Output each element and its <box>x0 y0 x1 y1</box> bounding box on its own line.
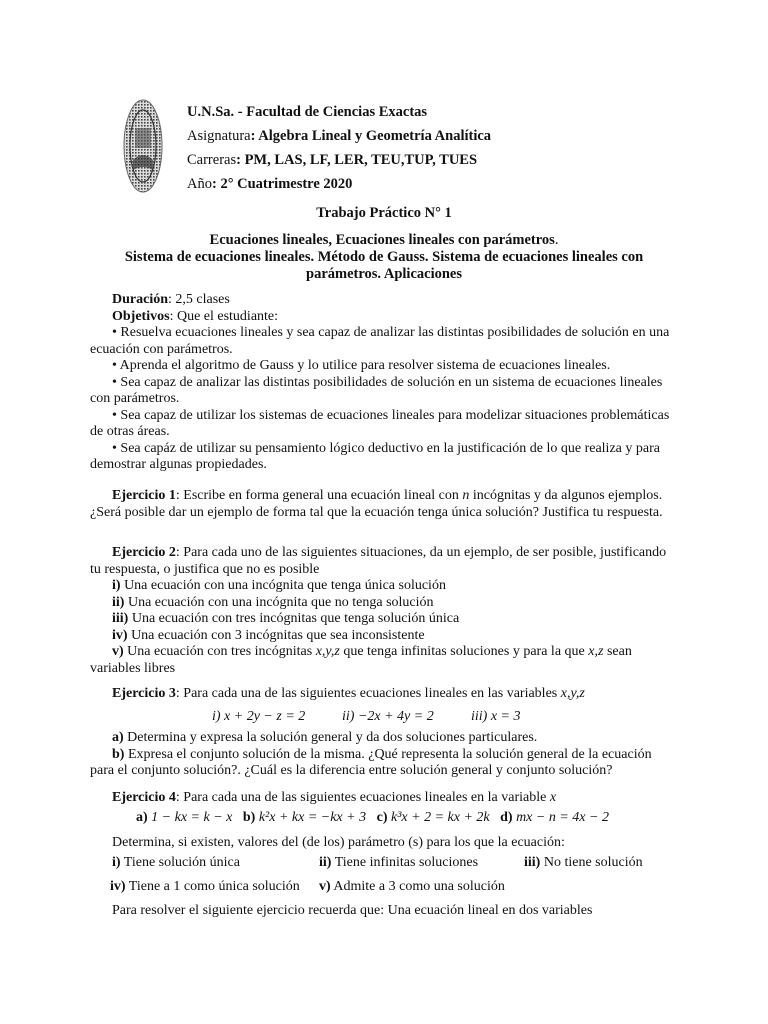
university-seal-logo <box>123 98 163 194</box>
exercise-2-item: iv) Una ecuación con 3 incógnitas que sea inconsistente <box>112 627 425 643</box>
duration-line: Duración: 2,5 clases <box>112 292 230 307</box>
objective-bullet: • Aprenda el algoritmo de Gauss y lo utilice para resolver sistema de ecuaciones lineales. <box>112 358 611 373</box>
header-line-careers: Carreras: PM, LAS, LF, LER, TEU,TUP, TUES <box>187 152 478 168</box>
exercise-4: Ejercicio 4: Para cada una de las siguientes ecuaciones lineales en la variable x <box>112 790 557 805</box>
exercise-4-option-i: i) Tiene solución única <box>112 855 240 870</box>
exercise-2: Ejercicio 2: Para cada uno de las siguientes situaciones, da un ejemplo, de ser posible, justificando tu respuesta, o justifica que no es posible i) Una ecuación con una incógnita que tenga única solución ii) Una ecuación con una incógnita que no tenga solución iii) Una ecuación con tres incógnitas que tenga solución única iv) Una ecuación con 3 incógnitas que sea inconsistente v) Una ecuación con tres incógnitas x,y,z que tenga infinitas soluciones y para la que x,z sean variables libres <box>90 545 678 677</box>
exercise-3-equation-ii: ii) −2x + 4y = 2 <box>342 709 434 724</box>
exercise-4-instruction: Determina, si existen, valores del (de los) parámetro (s) para los que la ecuación: <box>112 835 565 850</box>
header-line-year: Año: 2° Cuatrimestre 2020 <box>187 176 353 192</box>
exercise-2-item: v) Una ecuación con tres incógnitas x,y,z que tenga infinitas soluciones y para la que x,z sean variables libres <box>90 644 632 676</box>
exercise-4-equations: a) 1 − kx = k − x b) k²x + kx = −kx + 3 c) k³x + 2 = kx + 2k d) mx − n = 4x − 2 <box>136 810 609 825</box>
exercise-3: Ejercicio 3: Para cada una de las siguientes ecuaciones lineales en las variables x,y,z <box>112 686 585 701</box>
header-line-university: U.N.Sa. - Facultad de Ciencias Exactas <box>187 104 428 120</box>
exercise-2-item: ii) Una ecuación con una incógnita que no tenga solución <box>112 594 434 610</box>
exercise-4-option-iii: iii) No tiene solución <box>524 855 643 870</box>
objective-bullet: • Sea capaz de utilizar los sistemas de ecuaciones lineales para modelizar situaciones problemáticas de otras áreas. <box>90 407 670 439</box>
objective-bullet: • Resuelva ecuaciones lineales y sea capaz de analizar las distintas posibilidades de solución en una ecuación con parámetros. <box>90 325 670 357</box>
exercise-3-equation-i: i) x + 2y − z = 2 <box>212 709 306 724</box>
document-subtitle: Ecuaciones lineales, Ecuaciones lineales con parámetros. Sistema de ecuaciones lineales. Método de Gauss. Sistema de ecuaciones lineales con parámetros. Aplicaciones <box>124 232 644 282</box>
exercise-3-parts: a) Determina y expresa la solución general y da dos soluciones particulares. b) Expresa el conjunto solución de la misma. ¿Qué representa la solución general de la ecuación para el conjunto solución?. ¿Cuál es la diferencia entre solución general y conjunto solución? <box>90 730 652 778</box>
objective-bullet: • Sea capáz de utilizar su pensamiento lógico deductivo en la justificación de lo que realiza y para demostrar algunas propiedades. <box>90 440 660 472</box>
header-line-subject: Asignatura: Algebra Lineal y Geometría Analítica <box>187 128 492 144</box>
document-header <box>187 100 491 196</box>
objectives-section <box>90 292 678 474</box>
footer-note: Para resolver el siguiente ejercicio recuerda que: Una ecuación lineal en dos variables <box>112 903 593 918</box>
exercise-2-item: iii) Una ecuación con tres incógnitas que tenga solución única <box>112 611 460 626</box>
exercise-3-equation-iii: iii) x = 3 <box>471 709 521 724</box>
exercise-1: Ejercicio 1: Escribe en forma general una ecuación lineal con n incógnitas y da algunos ejemplos. ¿Será posible dar un ejemplo de forma tal que la ecuación tenga única solución? Justifica tu respuesta. <box>90 488 663 520</box>
objective-bullet: • Sea capaz de analizar las distintas posibilidades de solución en un sistema de ecuaciones lineales con parámetros. <box>90 374 663 406</box>
objectives-line: Objetivos: Que el estudiante: <box>112 308 279 324</box>
exercise-2-item: i) Una ecuación con una incógnita que tenga única solución <box>112 578 446 593</box>
exercise-4-option-v: v) Admite a 3 como una solución <box>319 879 505 894</box>
document-title: Trabajo Práctico N° 1 <box>316 205 452 221</box>
exercise-4-option-iv: iv) Tiene a 1 como única solución <box>110 879 300 894</box>
exercise-4-option-ii: ii) Tiene infinitas soluciones <box>319 855 479 870</box>
